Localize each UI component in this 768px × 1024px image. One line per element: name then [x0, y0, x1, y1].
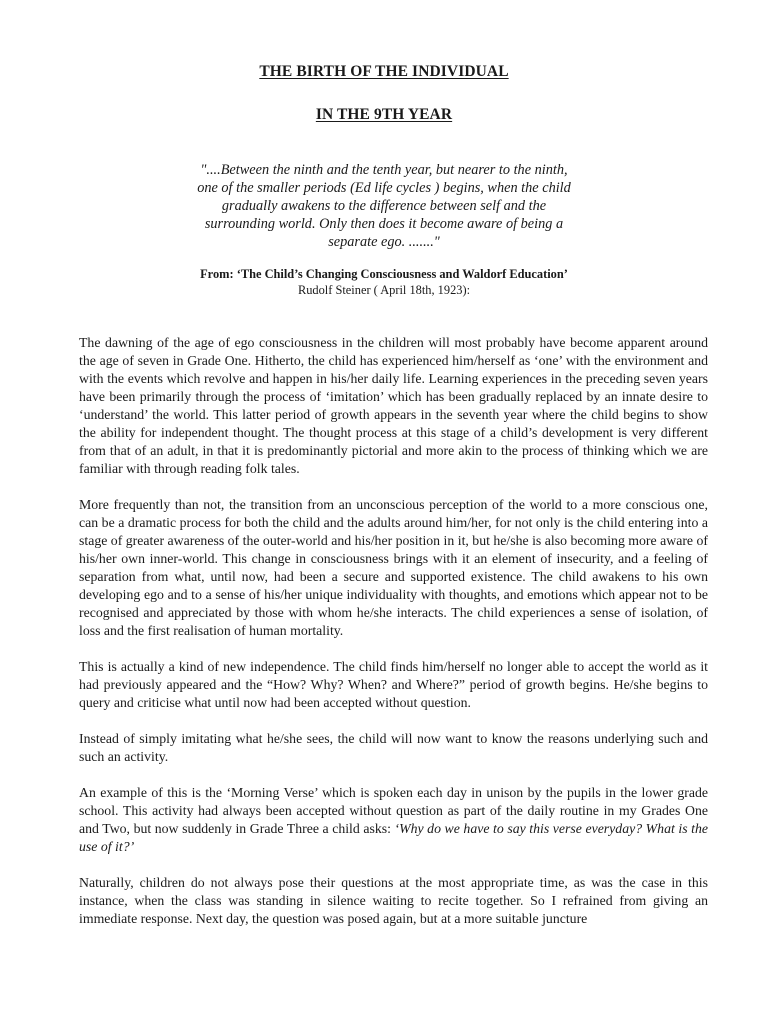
document-body: [79, 334, 708, 928]
document-title-line-1: THE BIRTH OF THE INDIVIDUAL: [259, 63, 509, 80]
source-book-title: From: ‘The Child’s Changing Consciousness and Waldorf Education’: [200, 267, 568, 281]
paragraph: More frequently than not, the transition from an unconscious perception of the world to a more conscious one, can be a dramatic process for both the child and the adults around him/her, for not only is the child entering into a stage of greater awareness of the outer-world and his/her position in it, but he/she is also becoming more aware of his/her own inner-world. This change in consciousness brings with it an element of insecurity, and a feeling of separation from what, until now, had been a secure and supported existence. The child awakens to his own developing ego and to a sense of his/her unique individuality with thoughts, and emotions which appear not to be recognised and appreciated by those with whom he/she interacts. The child experiences a sense of isolation, of loss and the first realisation of human mortality.: [79, 497, 708, 638]
paragraph: Instead of simply imitating what he/she sees, the child will now want to know the reasons underlying such and such an activity.: [79, 731, 708, 764]
paragraph: Naturally, children do not always pose their questions at the most appropriate time, as was the case in this instance, when the class was standing in silence waiting to recite together. So I refrained from giving an immediate response. Next day, the question was posed again, but at a more suitable juncture: [79, 875, 708, 926]
epigraph-quote: "....Between the ninth and the tenth year, but nearer to the ninth, one of the smaller periods (Ed life cycles ) begins, when the child gradually awakens to the difference between self and the surrounding world. Only then does it become aware of being a separate ego. .......": [197, 162, 571, 250]
paragraph: [79, 784, 708, 856]
paragraph-text: An example of this is the ‘Morning Verse’ which is spoken each day in unison by the pupils in the lower grade school. This activity had always been accepted without question as part of the daily routine in my Grades One and Two, but now suddenly in Grade Three a child asks:: [79, 785, 708, 836]
source-author-date: Rudolf Steiner ( April 18th, 1923):: [297, 283, 471, 297]
paragraph: This is actually a kind of new independence. The child finds him/herself no longer able to accept the world as it had previously appeared and the “How? Why? When? and Where?” period of growth begins. He/she begins to query and criticise what until now had been accepted without question.: [79, 659, 708, 710]
quote-source: [0, 266, 768, 298]
paragraph-quote-italic: ‘Why do we have to say this verse everyday? What is the use of it?’: [79, 821, 708, 854]
paragraph: The dawning of the age of ego consciousness in the children will most probably have become apparent around the age of seven in Grade One. Hitherto, the child has experienced him/herself as ‘one’ with the environment and with the events which revolve and happen in his/her daily life. Learning experiences in the preceding seven years have been primarily through the process of ‘imitation’ which has been gradually replaced by an innate desire to ‘understand’ the world. This latter period of growth appears in the seventh year where the child begins to show the ability for independent thought. The thought process at this stage of a child’s development is very different from that of an adult, in that it is predominantly pictorial and more akin to the process of thinking which we are familiar with through reading folk tales.: [79, 335, 708, 476]
document-title-line-2: IN THE 9TH YEAR: [315, 106, 453, 123]
